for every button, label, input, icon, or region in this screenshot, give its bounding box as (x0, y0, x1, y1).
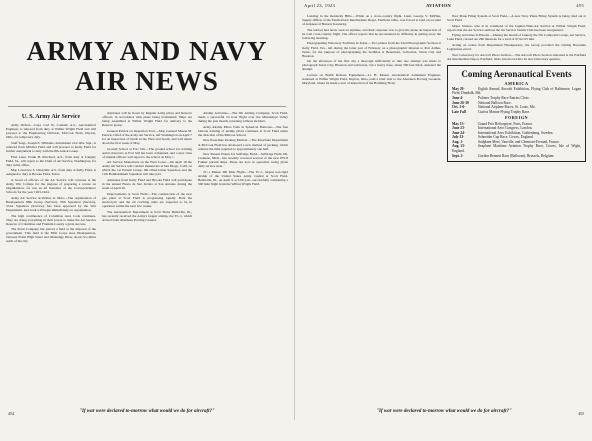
event-name: Curtiss Marine Flying Trophy Race. (478, 109, 531, 114)
event-name: International Aero Exhibition, Gothenburg, Sweden. (478, 130, 554, 135)
article-paragraph: New Plane Filing System at Scott Field.—A new Navy Plane Filing System is being tried out at Scott Field. (447, 14, 586, 23)
right-col-1 (302, 14, 441, 398)
article-paragraph: Photographing Waterway Facilities in Texas.—Two planes from the 22nd Photographic Section at Kelly Field, Tex., left during the latter part of February on a photographic mission to Port Arthur, Texas, for the purpose of photographing the facilities at Beaumont, Galveston, Texas City and Houston. (302, 41, 441, 58)
event-name: Pulitzer Trophy Race Entries Close. (478, 96, 530, 101)
article-paragraph: Landing in the Kentucky Hills.—While on a cross-country flight, Lieut. George V. McPike, Supply Officer at the Fairfield Air Intermediate Depot, Fairfield, Ohio, was forced to land on account of darkness at Hazard, Kentucky. (302, 14, 441, 27)
event-date: May 20- (452, 86, 465, 91)
running-head-page: 455 (576, 3, 584, 8)
running-head-date: April 23, 1923 (304, 3, 336, 8)
left-col-3 (198, 111, 288, 441)
section-heading-army: U. S. Army Air Service (21, 114, 81, 120)
event-date: Oct. 1-6- (452, 105, 466, 110)
article-paragraph: TC-1 Makes 300 Mile Flight.—The TC-1, largest non-rigid airship of the United States Army, landed at Scott Field, Belleville, Ill., on April 9 at 5.00 p.m., successfully completing a 300 mile flight from the Wilbur Wright Field. (198, 169, 288, 187)
footer-caption: "If war were declared to-morrow what would we do for aircraft?" (376, 409, 512, 414)
article-paragraph: First Lieut. Frank H. Pritchard, A.S., from duty at Langley Field, Va., will report to the Chief of Air Service, Washington, for duty in his office. (6, 154, 96, 167)
event-name: National Balloon Race. (478, 100, 512, 105)
article-paragraph: Army Air Service Activities in Ohio.—The organization of Headquarters 88th Group (Service), 35th Squadron (Service), 331st Squadron (Service), has been approved by the War Department, and work will begin immediately on organization. (6, 195, 96, 212)
article-paragraph: Army Orders.—Capt. Carl W. Connell, A.S., Aeronautical Engineer, is relieved from duty at Wilbur Wright Field and will proceed to the Engineering Division, McCook Field, Dayton, Ohio, for temporary duty. (6, 123, 96, 140)
event-date: Aug. 1- (452, 139, 464, 144)
event-name: Grand Prix Helicoptere, Paris, France. (478, 121, 533, 126)
footer-caption: "If war were declared to-morrow what would we do for aircraft?" (79, 409, 215, 414)
events-section-foreign: FOREIGN (504, 115, 529, 121)
article-paragraph: A board of officers of the Air Service will convene at the Army War College for the purpose of preparing a course on Organization, for use in all branches of the Correspondence Schools for the year 1923-1924. (6, 177, 96, 195)
article-paragraph: The high continuance of Columbus Area Code continues. They are doing everything in their power to make the Air Service Reserve of Columbus and Franklin County a great success. (6, 213, 96, 226)
event-date: June 26-30 (452, 100, 469, 105)
event-date: Sept. 2- (452, 153, 464, 158)
right-col-2 (447, 14, 586, 398)
event-row (452, 87, 581, 96)
event-date: June 4- (452, 96, 464, 101)
event-row (452, 154, 581, 159)
event-name: Gordon Bennett Race (Balloons), Brussels, Belgium. (478, 153, 555, 158)
left-col-2 (102, 111, 192, 441)
article-paragraph: Airship Activities.—The 9th Airship Company, Scott Field, made a successful 24 hour flight over the Mississippi Valley during the past month, returning without incident. (198, 111, 288, 124)
article-paragraph: Air Service Maneuvers on the West Coast.—On April 18 the Army Air Service will conduct maneuvers at San Diego, Calif., in which the 1st Pursuit Group, 9th Observation Squadron and the 11th Bombardment Squadron will take part. (102, 160, 192, 177)
event-date: June 23- (452, 126, 466, 131)
right-running-head (296, 0, 592, 12)
page-number: 455 (578, 411, 584, 416)
right-columns (296, 14, 592, 398)
page-number: 454 (8, 411, 14, 416)
article-paragraph: Acting on orders from Department Headquarters, the Group provided the visiting Hawaiian Legislature escort. (447, 43, 586, 52)
event-date: Late Fall (452, 109, 466, 114)
event-name: National Airplane Races, St. Louis, Mo. (478, 105, 536, 110)
article-paragraph: The natives had never seen an airplane, and their response was to give the plane an inspection of its total cross-country flight. The officer reports that he encountered no difficulty in getting away the following morning. (302, 27, 441, 40)
right-page (296, 0, 592, 420)
event-row (452, 144, 581, 153)
events-section-america: AMERICA (504, 80, 529, 86)
article-paragraph: Maj. Lawrence S. Churchill, A.S., from duty at Kelly Field, is assigned to duty at Brooks Field, Texas. (6, 168, 96, 177)
article-paragraph: The Aeronautical Department at Scott Field, Belleville, Ill., has recently received the Army's largest airship, the TC-1, which arrived from Aberdeen Proving Ground. (102, 209, 192, 222)
left-columns (0, 111, 294, 441)
left-page (0, 0, 295, 420)
masthead-title: ARMY AND NAVY AIR NEWS (26, 36, 268, 96)
event-name: Sailplane Meet, Vauville, and Clermont-Ferrand, France. (478, 139, 560, 144)
event-row (452, 110, 581, 115)
article-paragraph: Army Airship Pilots Train in Spherical Balloons.—The free balloon training of airship pilots continues at Scott Field under the direction of the Balloon School. (198, 124, 288, 137)
event-date: May 13- (452, 121, 465, 126)
events-title: Coming Aeronautical Events (461, 68, 572, 79)
article-paragraph: New Pursuit Planes for Selfridge Field.—Selfridge Field, Mt. Clemens, Mich., has recently received several of the new PW-8 Fokker pursuit ships. These are now in operation, being given daily service tests. (198, 152, 288, 169)
left-footer (0, 409, 294, 414)
article-paragraph: Lecture on Bomb Release Equipment.—Lt. H. Mount, Aeronautical Armament Engineer, stationed at Wilbur Wright Field, Dayton, Ohio, paid a brief visit to the Aberdeen Proving Grounds, Maryland, where he made a tour of inspection of the Bombing Field. (302, 72, 441, 86)
left-col-1 (6, 111, 96, 441)
article-paragraph: Major Strauss, who is in command of the Lighter-Than-Air Section at Wilbur Wright Field, reports that the Air Service sailboat the Air Service Tennis Club has been reorganized. (447, 23, 586, 32)
left-running-head (0, 0, 294, 12)
article-paragraph: The Pond Company has placed a field at the disposal of the government. This field is the Fifth Corps Area Headquarters, between North High Street and Olentangy River, about two miles north of the city. (6, 227, 96, 244)
event-name: Schneider Cup Race, Cowes, England. (478, 135, 534, 140)
coming-events-box (447, 65, 586, 162)
article-paragraph: Improvements at Scott Field.—The construction of the new gas plant at Scott Field is progressing rapidly. Both the electrolytic and the oil cracking units are expected to be in operation within the next few weeks. (102, 191, 192, 208)
event-date: July 13- (452, 135, 465, 140)
running-head-title: AVIATION (426, 3, 451, 8)
masthead-rule (8, 106, 286, 107)
event-name: Eighth Annual Aircraft Exhibition, Flying Club of Baltimore, Logan Field, Dundalk, Md. (452, 86, 581, 96)
article-paragraph: Ground School at Fort Sill.—The ground school for training aerial observers at Fort Sill has been completed, and a new class of student officers will report to the school on May 1. (102, 146, 192, 159)
article-paragraph: Airplanes from Kelly Field and Brooks Field will participate in the annual Fiesta de San Jacinto at San Antonio during the week of April 20. (102, 178, 192, 191)
event-name: Seaplane Maritime Aviation Trophy Race, Cowes, Isle of Wight, England. (452, 144, 581, 154)
article-paragraph: New Laboratory for Aircraft Photo Section.—The Aircraft Photo Section stationed at the Fairfield Air Intermediate Depot, Fairfield, Ohio, has moved into its new laboratory quarters. (447, 52, 586, 61)
event-date: June 24- (452, 130, 466, 135)
article-paragraph: Airplanes will be flown by Regular Army pilots and Reserve officers, in accordance with plans being formulated. Ships are being assembled at Wilbur Wright Field for delivery to the Reserve group. (102, 111, 192, 128)
article-paragraph: New Parachute Packing Method.—The Parachute Department at McCook Field has developed a new method of packing, which reduces the time required to approximately one half. (198, 138, 288, 151)
article-paragraph: Staff Sergt. Joseph E. Williams, detachment 21st Obs. Sqd., is relieved from Mitchel Field and will proceed to Kelly Field for further assignment to duty with the 8th Attack Group. (6, 140, 96, 153)
event-name: International Aero Congress, London. (478, 126, 533, 131)
article-paragraph: General Patrick on Inspection Tour.—Maj. General Mason M. Patrick, Chief of the Army Air Service, left Washington on April 7 for an inspection of fields in the West and South, and will return about the first week of May. (102, 128, 192, 145)
right-footer (296, 409, 592, 414)
event-date: Aug. 13- (452, 144, 465, 149)
article-paragraph: On the afternoon of the first day a thorough sufficiently so that one attempt was made to photograph Texas City, Houston and Galveston, but a heavy haze, about 500 feet thick, defeated the attempt. (302, 59, 441, 72)
article-paragraph: Flying Activities in Hawaii.—During the month of January the 5th Composite Group, Air Service, Luke Field, carried out 290 missions for a total of 97 hrs 05 min. (447, 33, 586, 42)
